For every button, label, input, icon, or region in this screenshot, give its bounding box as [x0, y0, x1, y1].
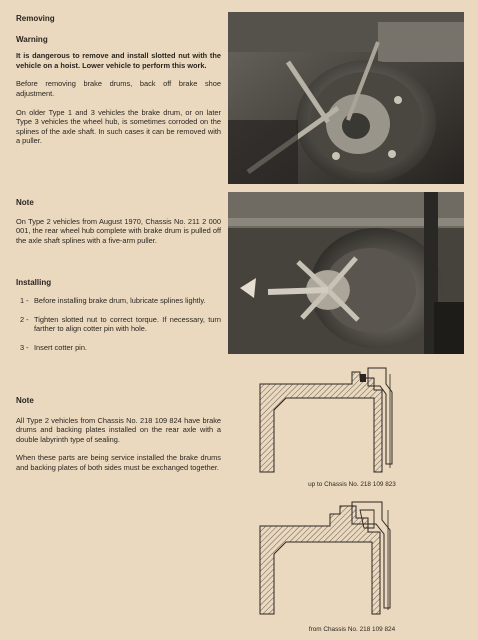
list-item: [16, 343, 221, 353]
five-arm-puller-photo: [228, 192, 464, 354]
removing-section: [16, 14, 221, 146]
step-text: Before installing brake drum, lubricate splines lightly.: [34, 296, 206, 305]
removing-para-2: On older Type 1 and 3 vehicles the brake drum, or on later Type 3 vehicles the wheel hub, is sometimes corroded on the splines of the axle shaft. In such cases it can be removed with a puller.: [16, 107, 221, 146]
note-2-section: [16, 396, 221, 473]
step-number: 1 -: [20, 296, 29, 305]
caption-from-chassis: from Chassis No. 218 109 824: [308, 626, 396, 633]
step-number: 3 -: [20, 342, 29, 352]
warning-text: It is dangerous to remove and install slotted nut with the vehicle on a hoist. Lower vehicle to perform this work.: [16, 51, 221, 70]
list-item: [16, 296, 221, 306]
brake-drum-puller-photo: [228, 12, 464, 184]
installing-steps: [16, 296, 221, 356]
note-1-heading: Note: [16, 198, 34, 207]
note-2-para-2: When these parts are being service installed the brake drums and backing plates of both sides must be exchanged together.: [16, 453, 221, 472]
installing-heading-wrap: [16, 278, 221, 288]
step-text: Tighten slotted nut to correct torque. If necessary, turn farther to align cotter pin with hole.: [34, 314, 221, 334]
removing-para-1: Before removing brake drums, back off brake shoe adjustment.: [16, 79, 221, 98]
note-2-para-1: All Type 2 vehicles from Chassis No. 218 109 824 have brake drums and backing plates installed on the rear axle with a double labyrinth type of sealing.: [16, 415, 221, 444]
removing-heading: Removing: [16, 14, 55, 23]
note-1-text: On Type 2 vehicles from August 1970, Chassis No. 211 2 000 001, the rear wheel hub complete with brake drum is pulled off the axle shaft splines with a five-arm puller.: [16, 216, 221, 245]
warning-heading: Warning: [16, 34, 48, 44]
installing-heading: Installing: [16, 278, 52, 287]
step-text: Insert cotter pin.: [34, 342, 87, 352]
seal-diagram-up-to-chassis: [256, 364, 436, 478]
note-2-heading: Note: [16, 396, 34, 405]
list-item: [16, 315, 221, 334]
caption-up-to-chassis: up to Chassis No. 218 109 823: [308, 481, 396, 488]
step-number: 2 -: [20, 314, 29, 324]
note-1-section: [16, 198, 221, 245]
seal-diagram-from-chassis: [256, 496, 436, 620]
